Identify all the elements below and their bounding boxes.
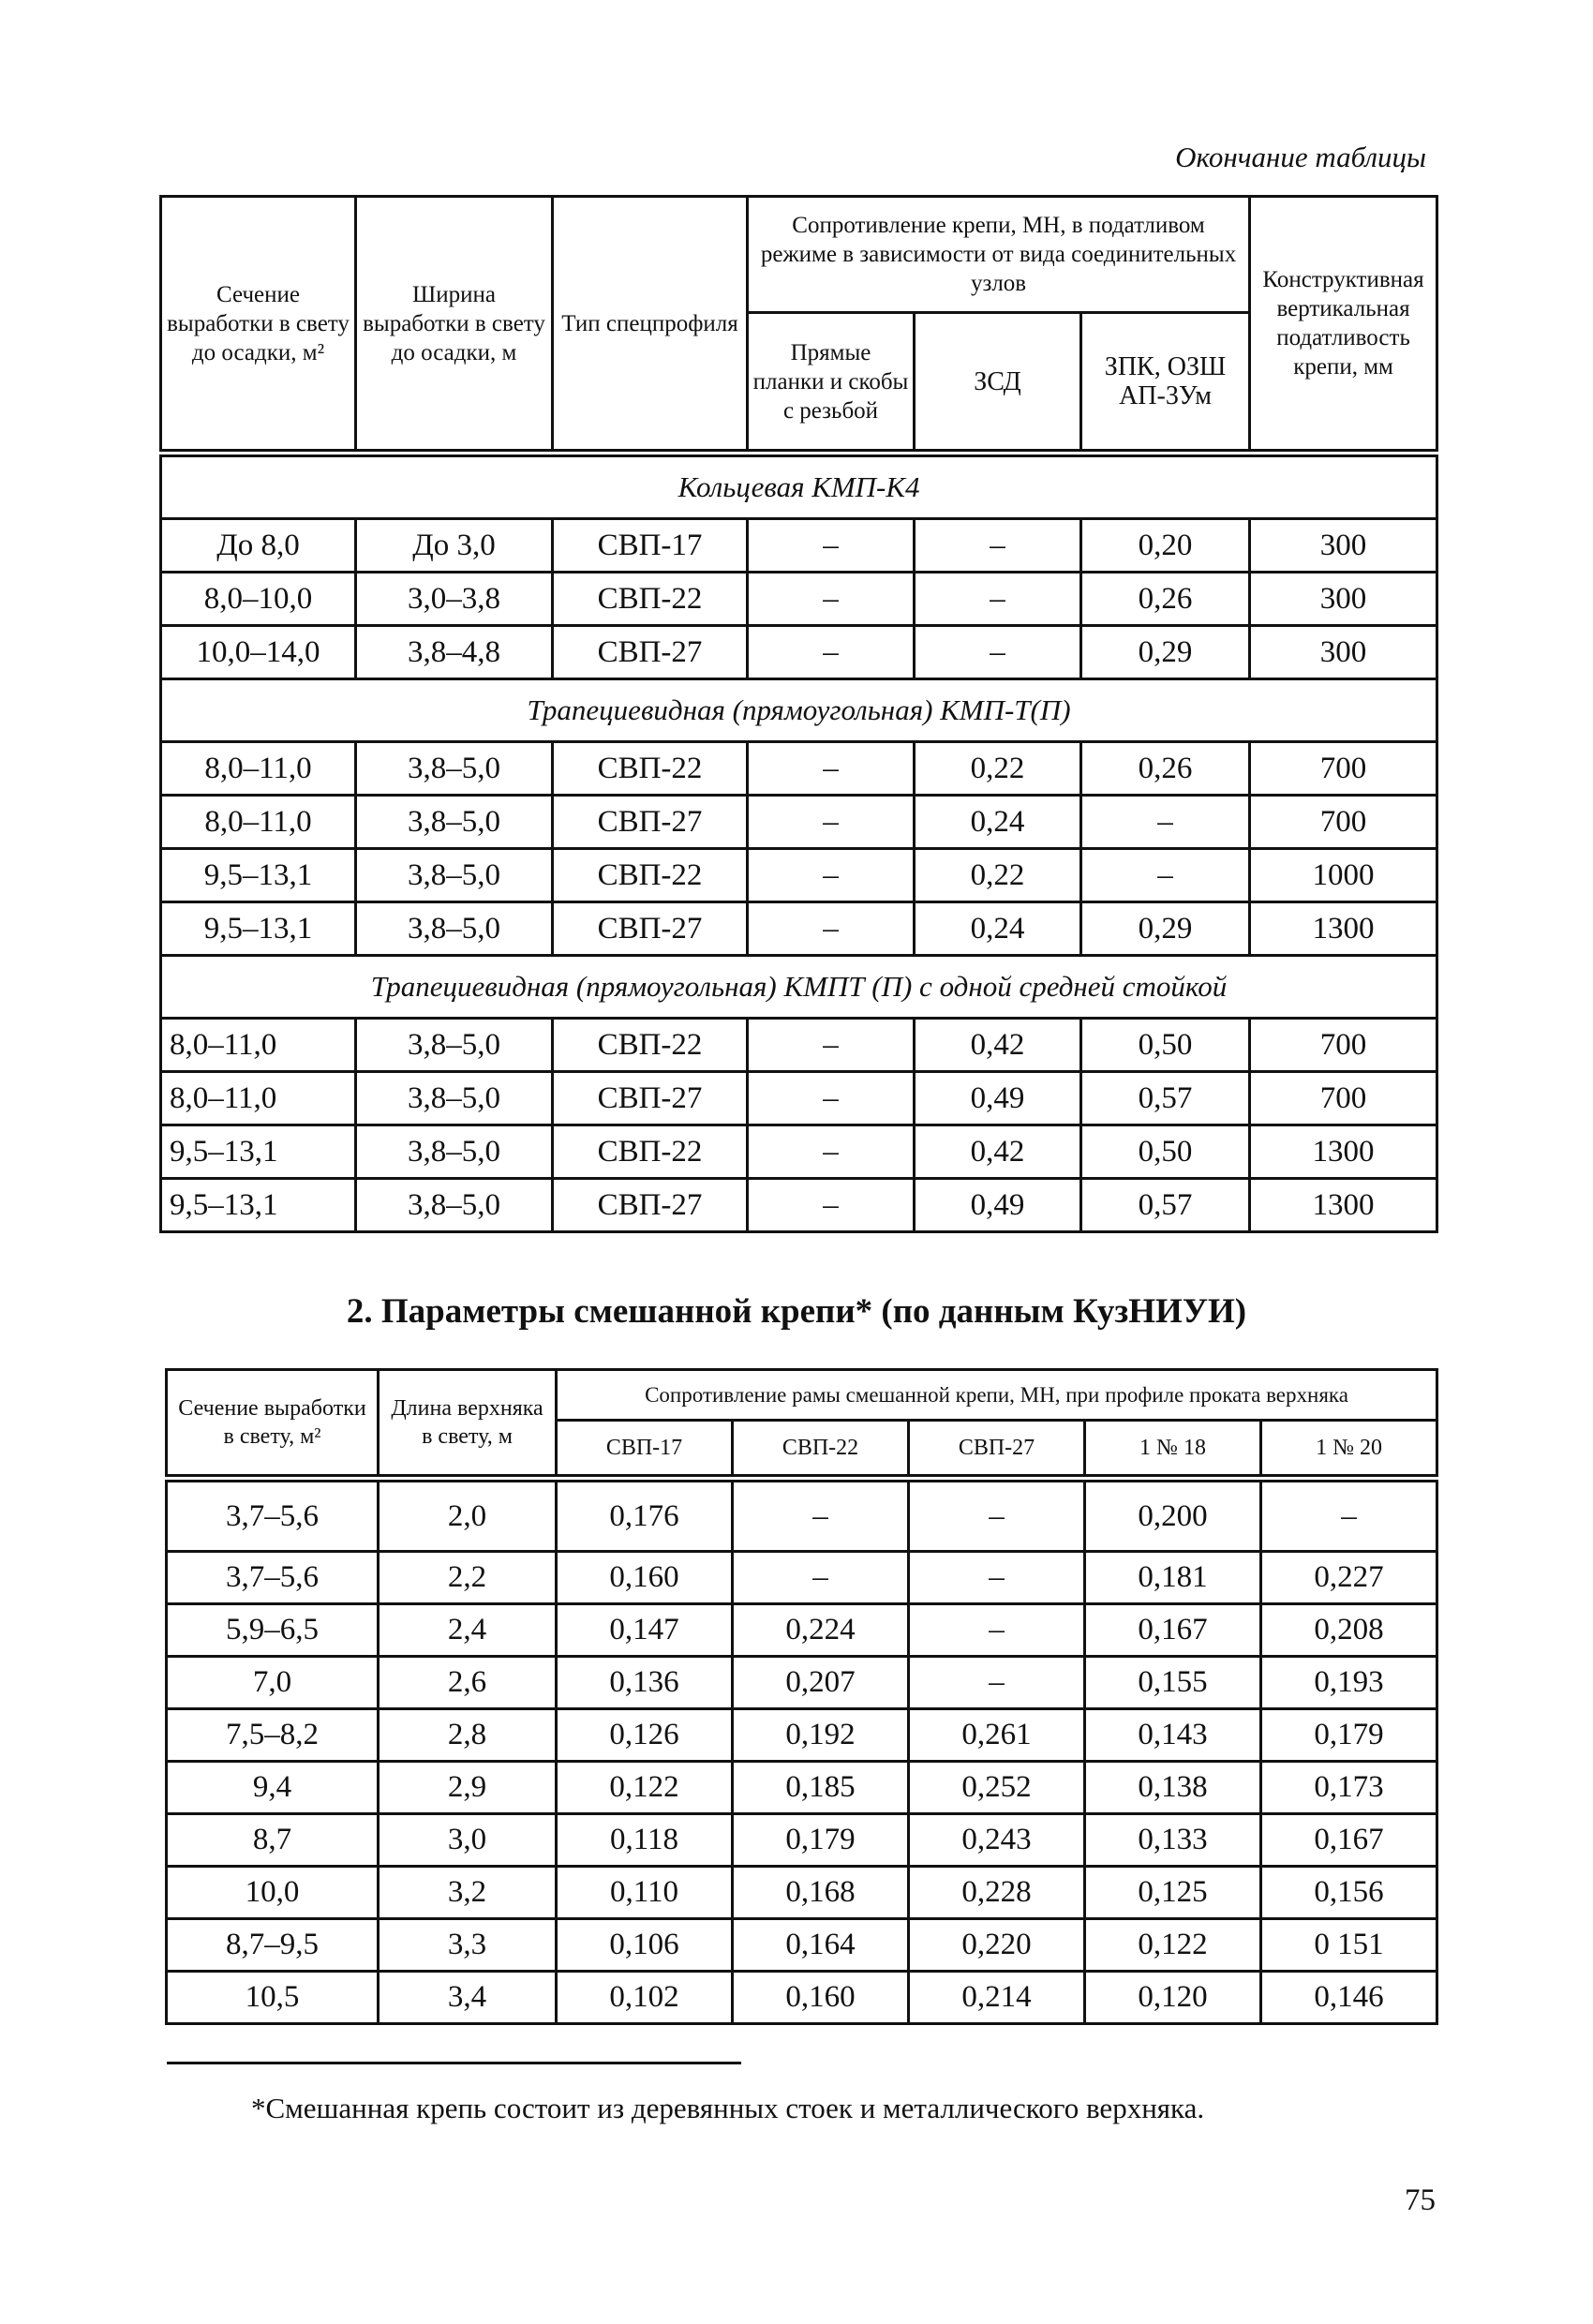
table-cell: 0,179 [1261,1709,1437,1762]
subheader-profile: 1 № 18 [1085,1421,1261,1479]
page-number: 75 [1405,2183,1436,2217]
mixed-support-table [165,1368,1438,2025]
section-2-title: 2. Параметры смешанной крепи* (по данным КузНИУИ) [346,1292,1247,1331]
table-cell: СВП-22 [553,1125,748,1179]
subheader-profile: 1 № 20 [1261,1421,1437,1479]
table-cell: 0,192 [733,1709,909,1762]
table-cell: 2,8 [379,1709,557,1762]
group-title: Трапециевидная (прямоугольная) КМПТ (П) с одной средней стойкой [161,956,1437,1019]
table-cell: 0,102 [557,1972,733,2024]
table-cell: 3,8–4,8 [356,626,553,679]
table-cell: 0,42 [915,1019,1081,1072]
table-cell: 3,8–5,0 [356,902,553,956]
table-cell: 0,122 [557,1762,733,1814]
table-cell: 10,0 [167,1867,379,1919]
table-cell: – [1081,796,1250,849]
table-row [167,1604,1437,1657]
table-cell: 0,185 [733,1762,909,1814]
table-cell: 0,24 [915,902,1081,956]
subheader-profile: СВП-17 [557,1421,733,1479]
header-section: Сечение выработки в свету до осадки, м² [161,197,356,454]
table-cell: 0,214 [909,1972,1085,2024]
table-cell: 0,125 [1085,1867,1261,1919]
table-cell: СВП-17 [553,519,748,573]
table-row [161,626,1437,679]
table-cell: 0,160 [557,1552,733,1604]
table-cell: 8,0–11,0 [161,742,356,796]
table-row [167,1552,1437,1604]
header-straight-plates: Прямые планки и скобы с резьбой [748,313,915,454]
table-cell: 2,6 [379,1657,557,1709]
table-row [167,1479,1437,1552]
table-cell: 0,208 [1261,1604,1437,1657]
table-cell: 700 [1250,742,1437,796]
table-cell: 0,146 [1261,1972,1437,2024]
table-cell: 0,156 [1261,1867,1437,1919]
table-cell: 5,9–6,5 [167,1604,379,1657]
table-cell: 0,243 [909,1814,1085,1867]
table-row [167,1709,1437,1762]
table-cell: 2,0 [379,1479,557,1552]
table-cell: – [915,573,1081,626]
table-cell: 0,26 [1081,742,1250,796]
table-cell: 300 [1250,573,1437,626]
table-cell: 0,220 [909,1919,1085,1972]
table-cell: 3,8–5,0 [356,796,553,849]
table-cell: 0,50 [1081,1125,1250,1179]
table-cell: – [748,573,915,626]
table-cell: 0,110 [557,1867,733,1919]
table-cell: 8,0–10,0 [161,573,356,626]
table-cell: 3,8–5,0 [356,1125,553,1179]
table-cell: 1300 [1250,902,1437,956]
table-cell: 0,155 [1085,1657,1261,1709]
table-cell: 0,261 [909,1709,1085,1762]
table-cell: 9,5–13,1 [161,1179,356,1232]
table-cell: – [915,626,1081,679]
table-cell: – [1261,1479,1437,1552]
table-cell: 10,5 [167,1972,379,2024]
table-cell: 7,5–8,2 [167,1709,379,1762]
table-cell: До 3,0 [356,519,553,573]
table-cell: 0,224 [733,1604,909,1657]
table-row [167,1972,1437,2024]
table-cell: 0,22 [915,849,1081,902]
table-cell: 8,0–11,0 [161,1019,356,1072]
table-row [161,849,1437,902]
header-compliance: Конструктивная вертикальная податливость крепи, мм [1250,197,1437,454]
table-cell: 3,2 [379,1867,557,1919]
table-cell: 2,9 [379,1762,557,1814]
table-cell: 0,26 [1081,573,1250,626]
table-cell: – [748,1072,915,1125]
header-zsd: ЗСД [915,313,1081,454]
table-cell: 0 151 [1261,1919,1437,1972]
table-cell: 8,0–11,0 [161,1072,356,1125]
subheader-profile: СВП-27 [909,1421,1085,1479]
table-cell: 0,200 [1085,1479,1261,1552]
table-cell: 0,136 [557,1657,733,1709]
table-cell: – [748,849,915,902]
table-cell: 0,122 [1085,1919,1261,1972]
table-cell: – [733,1552,909,1604]
table-cell: 3,3 [379,1919,557,1972]
table-row [161,573,1437,626]
table-cell: 0,57 [1081,1072,1250,1125]
table-cell: 2,2 [379,1552,557,1604]
table-cell: – [748,1019,915,1072]
header-width: Ширина выработки в свету до осадки, м [356,197,553,454]
table-cell: – [748,796,915,849]
table-cell: СВП-27 [553,626,748,679]
table-cell: – [733,1479,909,1552]
table-cell: 0,167 [1261,1814,1437,1867]
table-cell: 0,167 [1085,1604,1261,1657]
table-cell: 9,4 [167,1762,379,1814]
footnote-rule [167,2062,741,2064]
table-cell: 3,8–5,0 [356,1179,553,1232]
support-resistance-table [159,195,1438,1233]
table-cell: 2,4 [379,1604,557,1657]
table-cell: 3,8–5,0 [356,849,553,902]
table-cell: 700 [1250,796,1437,849]
table-row [161,1072,1437,1125]
table-cell: 0,120 [1085,1972,1261,2024]
table-cell: – [909,1657,1085,1709]
table-row [167,1762,1437,1814]
table-cell: СВП-27 [553,1072,748,1125]
table-cell: 1000 [1250,849,1437,902]
table-row [161,519,1437,573]
group-title: Кольцевая КМП-К4 [161,454,1437,519]
header-length: Длина верхняка в свету, м [379,1370,557,1479]
table-cell: 0,133 [1085,1814,1261,1867]
table-cell: 3,0 [379,1814,557,1867]
table-row [161,1019,1437,1072]
table-cell: 0,49 [915,1072,1081,1125]
table-cell: 700 [1250,1019,1437,1072]
table-cell: 8,7–9,5 [167,1919,379,1972]
table-cell: СВП-22 [553,742,748,796]
table-row [167,1919,1437,1972]
table-row [161,902,1437,956]
table-cell: 0,160 [733,1972,909,2024]
table-cell: – [909,1479,1085,1552]
table-cell: 0,193 [1261,1657,1437,1709]
table-cell: – [748,626,915,679]
table-cell: До 8,0 [161,519,356,573]
table-cell: 10,0–14,0 [161,626,356,679]
table-cell: 0,207 [733,1657,909,1709]
table-cell: 0,126 [557,1709,733,1762]
subheader-profile: СВП-22 [733,1421,909,1479]
table-cell: 0,106 [557,1919,733,1972]
table-cell: 0,147 [557,1604,733,1657]
table-cell: СВП-22 [553,849,748,902]
table-cell: 9,5–13,1 [161,849,356,902]
table-cell: 0,118 [557,1814,733,1867]
table-row [167,1657,1437,1709]
table-cell: 0,176 [557,1479,733,1552]
table-cell: 0,42 [915,1125,1081,1179]
table-cell: 300 [1250,519,1437,573]
continuation-label: Окончание таблицы [1175,141,1426,173]
table-cell: 0,22 [915,742,1081,796]
table-cell: СВП-27 [553,902,748,956]
table-cell: 0,29 [1081,626,1250,679]
table-cell: СВП-22 [553,573,748,626]
header-resistance-group: Сопротивление рамы смешанной крепи, МН, при профиле проката верхняка [557,1370,1437,1421]
table-cell: 3,8–5,0 [356,742,553,796]
table-cell: 0,49 [915,1179,1081,1232]
table-cell: 0,143 [1085,1709,1261,1762]
table-cell: – [748,902,915,956]
table-cell: 8,7 [167,1814,379,1867]
header-resistance-group: Сопротивление крепи, МН, в податливом режиме в зависимости от вида соединительных узлов [748,197,1250,313]
table-cell: 700 [1250,1072,1437,1125]
table-row [161,1125,1437,1179]
table-cell: 7,0 [167,1657,379,1709]
table-cell: 0,173 [1261,1762,1437,1814]
footnote: *Смешанная крепь состоит из деревянных стоек и металлического верхняка. [251,2092,1205,2124]
table-row [167,1814,1437,1867]
table-cell: 3,0–3,8 [356,573,553,626]
table-cell: 1300 [1250,1125,1437,1179]
table-row [161,742,1437,796]
table-cell: 0,20 [1081,519,1250,573]
group-title: Трапециевидная (прямоугольная) КМП-Т(П) [161,679,1437,742]
table-cell: СВП-27 [553,1179,748,1232]
table-cell: 8,0–11,0 [161,796,356,849]
table-cell: 0,227 [1261,1552,1437,1604]
table-cell: 0,168 [733,1867,909,1919]
table-cell: 3,8–5,0 [356,1019,553,1072]
table-cell: – [748,742,915,796]
table-cell: – [915,519,1081,573]
table-cell: 0,252 [909,1762,1085,1814]
table-row [167,1867,1437,1919]
table-cell: 0,179 [733,1814,909,1867]
table-cell: – [748,519,915,573]
table-cell: – [748,1179,915,1232]
table-cell: 3,7–5,6 [167,1479,379,1552]
table-cell: – [748,1125,915,1179]
table-cell: 3,8–5,0 [356,1072,553,1125]
table-cell: – [909,1604,1085,1657]
table-cell: 1300 [1250,1179,1437,1232]
table-cell: 3,4 [379,1972,557,2024]
header-zpk: ЗПК, ОЗШ АП-3Ум [1081,313,1250,454]
table-cell: СВП-27 [553,796,748,849]
header-section: Сечение выработки в свету, м² [167,1370,379,1479]
table-cell: 0,57 [1081,1179,1250,1232]
table-cell: – [909,1552,1085,1604]
table-row [161,1179,1437,1232]
table-cell: 9,5–13,1 [161,1125,356,1179]
table-cell: 0,164 [733,1919,909,1972]
table-row [161,796,1437,849]
table-cell: 0,181 [1085,1552,1261,1604]
header-profile-type: Тип спецпрофиля [553,197,748,454]
table-cell: 9,5–13,1 [161,902,356,956]
table-cell: 3,7–5,6 [167,1552,379,1604]
table-cell: – [1081,849,1250,902]
table-cell: 0,138 [1085,1762,1261,1814]
table-cell: 0,50 [1081,1019,1250,1072]
table-cell: СВП-22 [553,1019,748,1072]
table-cell: 0,29 [1081,902,1250,956]
table-cell: 0,228 [909,1867,1085,1919]
table-cell: 300 [1250,626,1437,679]
table-cell: 0,24 [915,796,1081,849]
